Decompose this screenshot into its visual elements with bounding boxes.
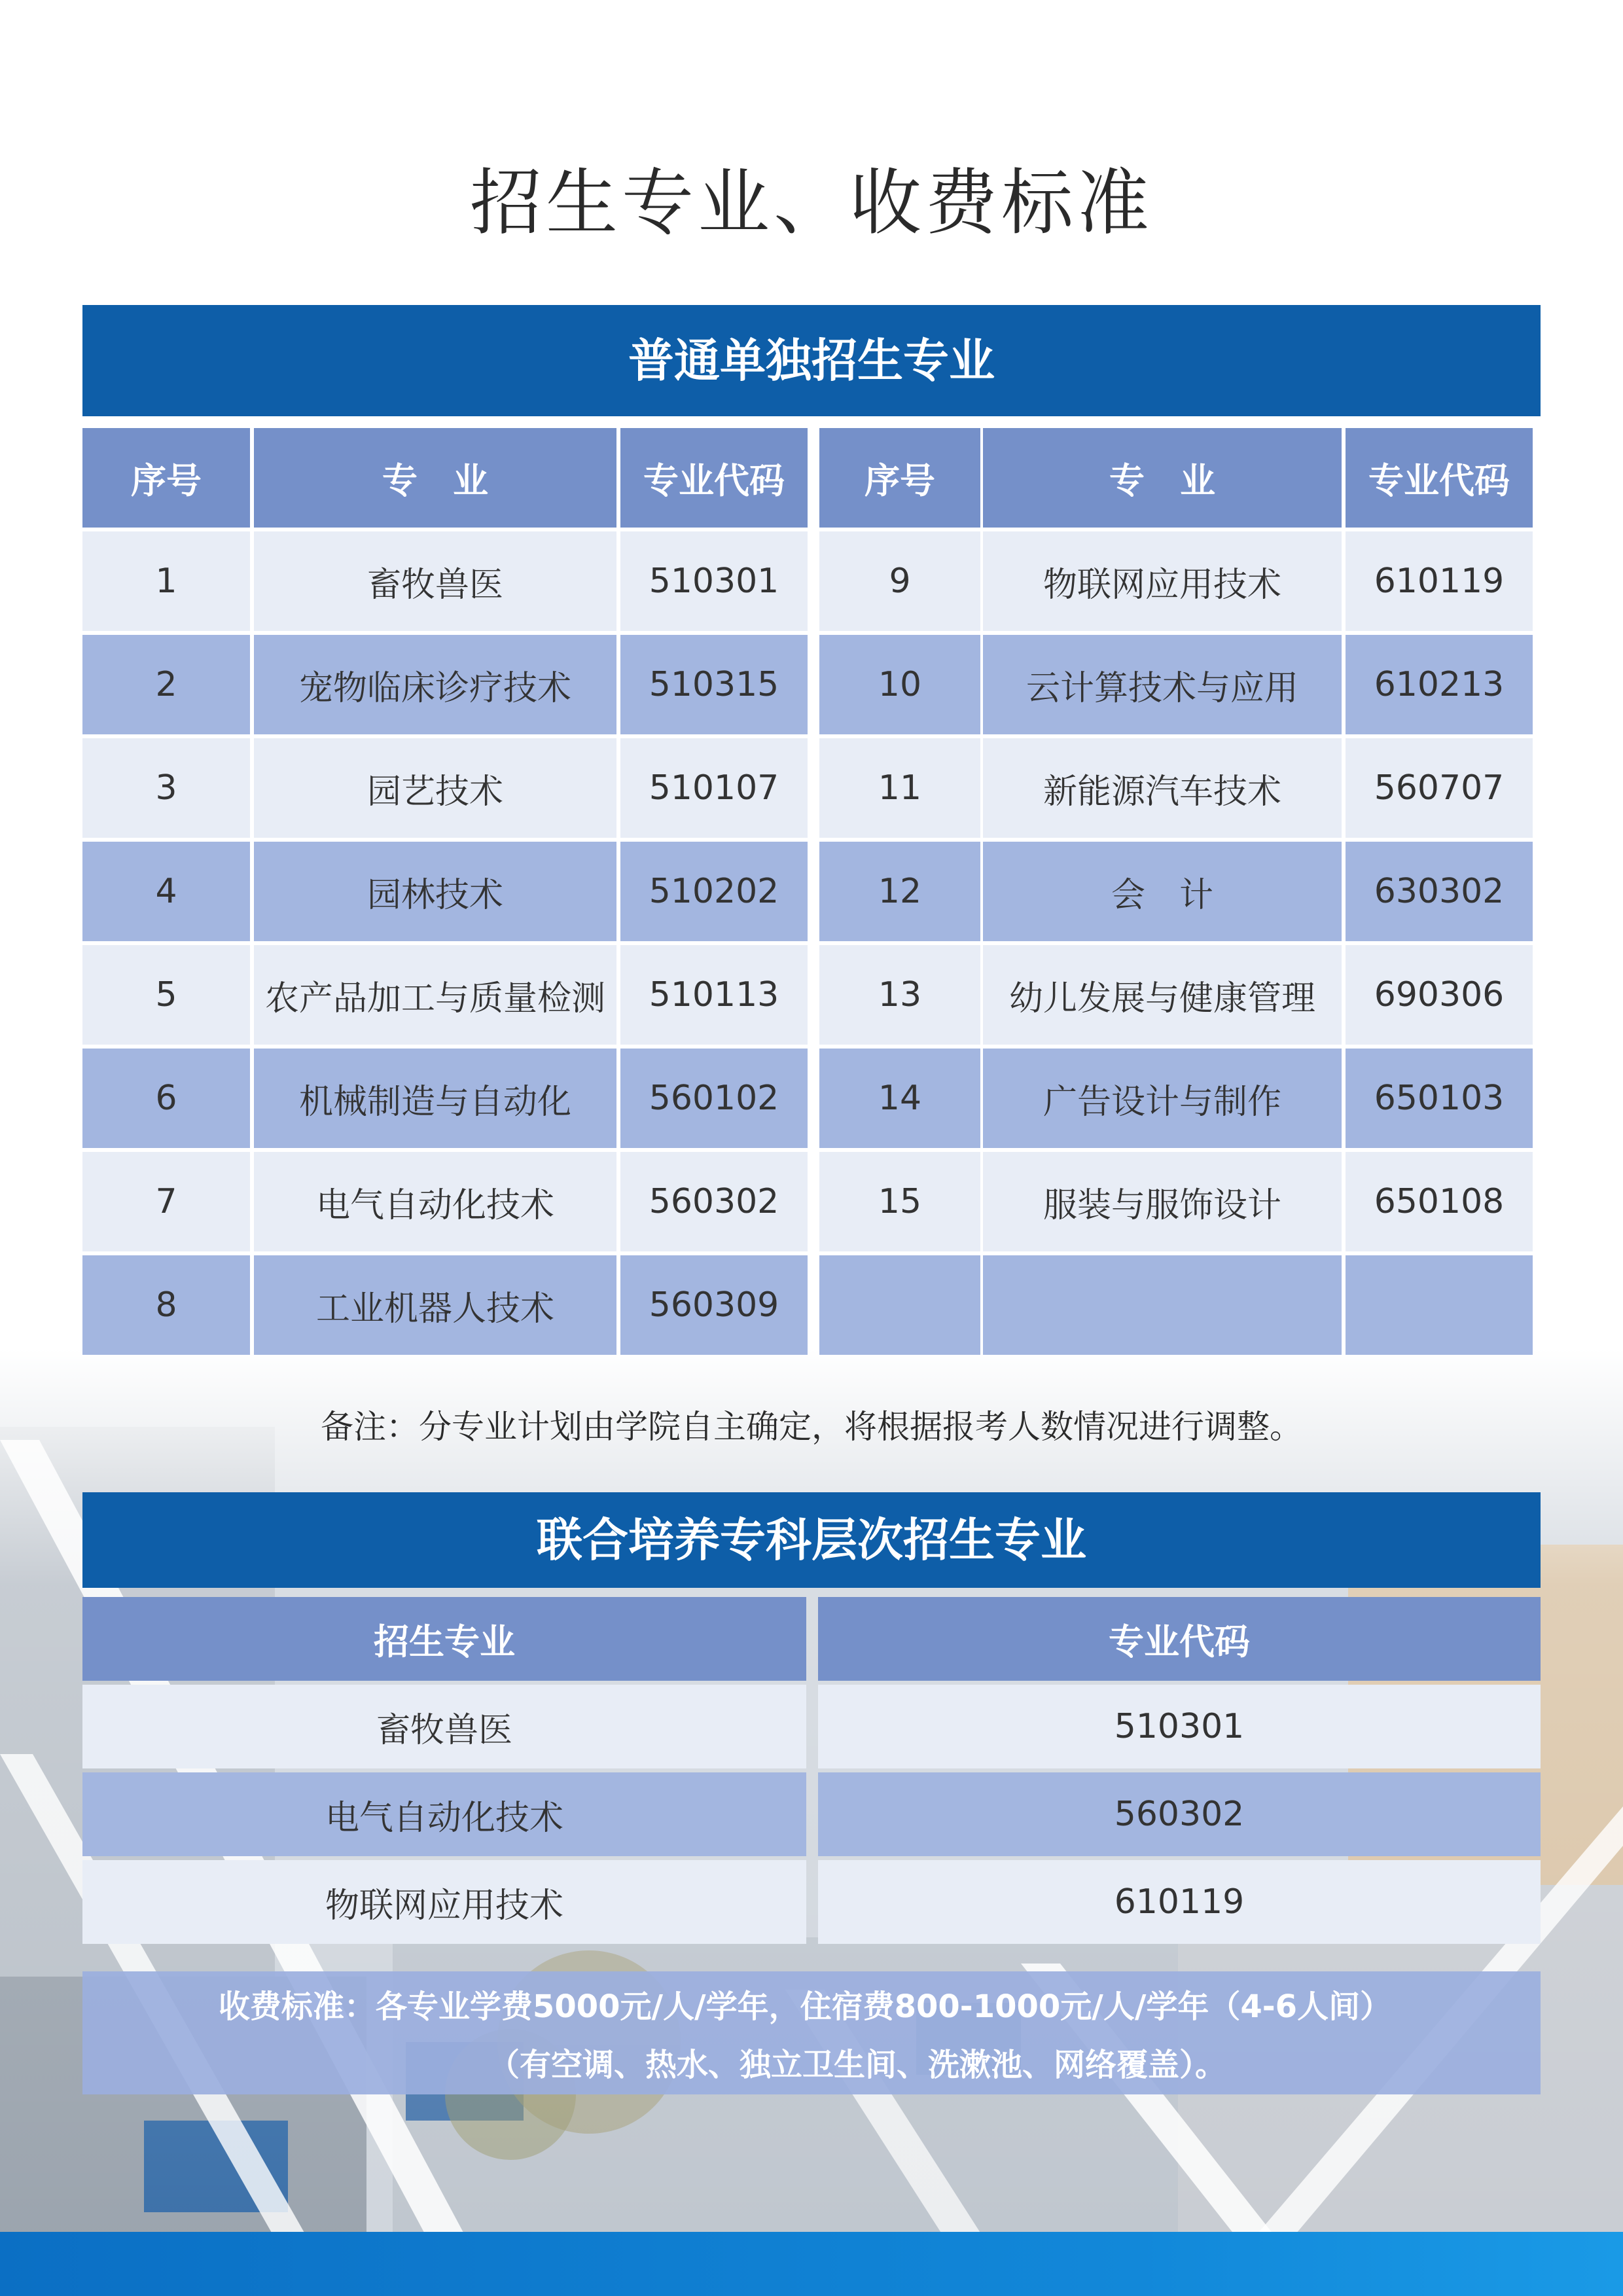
table-cell-code: 510113 xyxy=(620,945,808,1045)
section-banner-regular: 普通单独招生专业 xyxy=(82,305,1541,416)
table-cell-seq: 8 xyxy=(82,1255,250,1355)
majors-table-joint xyxy=(82,1597,1541,1944)
table-cell-seq: 6 xyxy=(82,1049,250,1148)
table-cell-major xyxy=(983,1255,1342,1355)
table-cell-code: 560302 xyxy=(620,1152,808,1251)
table-cell-code: 650103 xyxy=(1346,1049,1533,1148)
section-banner-joint: 联合培养专科层次招生专业 xyxy=(82,1492,1541,1588)
header-major-left: 专 业 xyxy=(254,428,616,528)
header-code: 专业代码 xyxy=(818,1597,1541,1681)
table-cell-major: 服装与服饰设计 xyxy=(983,1152,1342,1251)
table-cell-code: 610119 xyxy=(818,1860,1541,1944)
header-seq-left: 序号 xyxy=(82,428,250,528)
table-cell-seq: 15 xyxy=(819,1152,980,1251)
table-cell-code xyxy=(1346,1255,1533,1355)
table-cell-seq: 12 xyxy=(819,842,980,941)
table-cell-code: 610213 xyxy=(1346,635,1533,734)
table-cell-major: 电气自动化技术 xyxy=(254,1152,616,1251)
header-code-left: 专业代码 xyxy=(620,428,808,528)
table-cell-major: 园艺技术 xyxy=(254,738,616,838)
header-seq-right: 序号 xyxy=(819,428,980,528)
header-code-right: 专业代码 xyxy=(1346,428,1533,528)
fee-standard-line-2: （有空调、热水、独立卫生间、洗漱池、网络覆盖）。 xyxy=(488,2047,1227,2083)
table-cell-seq: 5 xyxy=(82,945,250,1045)
table-cell-major: 会 计 xyxy=(983,842,1342,941)
table-cell-major: 畜牧兽医 xyxy=(254,531,616,631)
table-cell-code: 650108 xyxy=(1346,1152,1533,1251)
table-cell-seq: 11 xyxy=(819,738,980,838)
fee-standard-box xyxy=(82,1971,1541,2094)
table-cell-major: 农产品加工与质量检测 xyxy=(254,945,616,1045)
table-cell-seq: 1 xyxy=(82,531,250,631)
table-cell-seq: 4 xyxy=(82,842,250,941)
table-cell-major: 广告设计与制作 xyxy=(983,1049,1342,1148)
table-cell-seq: 7 xyxy=(82,1152,250,1251)
table-cell-seq: 14 xyxy=(819,1049,980,1148)
table-cell-major: 宠物临床诊疗技术 xyxy=(254,635,616,734)
majors-table-regular xyxy=(82,428,1541,1355)
table-cell-code: 510301 xyxy=(620,531,808,631)
table-cell-code: 560102 xyxy=(620,1049,808,1148)
table-cell-seq xyxy=(819,1255,980,1355)
table-cell-code: 510202 xyxy=(620,842,808,941)
table-cell-seq: 13 xyxy=(819,945,980,1045)
table-cell-seq: 2 xyxy=(82,635,250,734)
table-cell-code: 690306 xyxy=(1346,945,1533,1045)
table-cell-major: 幼儿发展与健康管理 xyxy=(983,945,1342,1045)
table-cell-code: 510107 xyxy=(620,738,808,838)
table-cell-code: 610119 xyxy=(1346,531,1533,631)
table-cell-major: 畜牧兽医 xyxy=(82,1685,806,1768)
table-cell-seq: 9 xyxy=(819,531,980,631)
table-cell-code: 510315 xyxy=(620,635,808,734)
table-cell-code: 510301 xyxy=(818,1685,1541,1768)
table-cell-major: 物联网应用技术 xyxy=(82,1860,806,1944)
table-cell-code: 630302 xyxy=(1346,842,1533,941)
table-cell-major: 云计算技术与应用 xyxy=(983,635,1342,734)
table-cell-seq: 3 xyxy=(82,738,250,838)
table-cell-major: 园林技术 xyxy=(254,842,616,941)
table-cell-major: 新能源汽车技术 xyxy=(983,738,1342,838)
page-title: 招生专业、收费标准 xyxy=(470,161,1153,245)
header-major-right: 专 业 xyxy=(983,428,1342,528)
table-cell-major: 机械制造与自动化 xyxy=(254,1049,616,1148)
table-cell-code: 560707 xyxy=(1346,738,1533,838)
remark-note: 备注：分专业计划由学院自主确定，将根据报考人数情况进行调整。 xyxy=(321,1408,1302,1446)
table-cell-major: 电气自动化技术 xyxy=(82,1772,806,1856)
table-cell-code: 560309 xyxy=(620,1255,808,1355)
table-cell-major: 物联网应用技术 xyxy=(983,531,1342,631)
table-cell-code: 560302 xyxy=(818,1772,1541,1856)
table-cell-seq: 10 xyxy=(819,635,980,734)
bottom-accent-bar xyxy=(0,2232,1623,2296)
fee-standard-line-1: 收费标准：各专业学费5000元/人/学年，住宿费800-1000元/人/学年（4-6人间） xyxy=(218,1988,1392,2025)
table-cell-major: 工业机器人技术 xyxy=(254,1255,616,1355)
header-major: 招生专业 xyxy=(82,1597,806,1681)
